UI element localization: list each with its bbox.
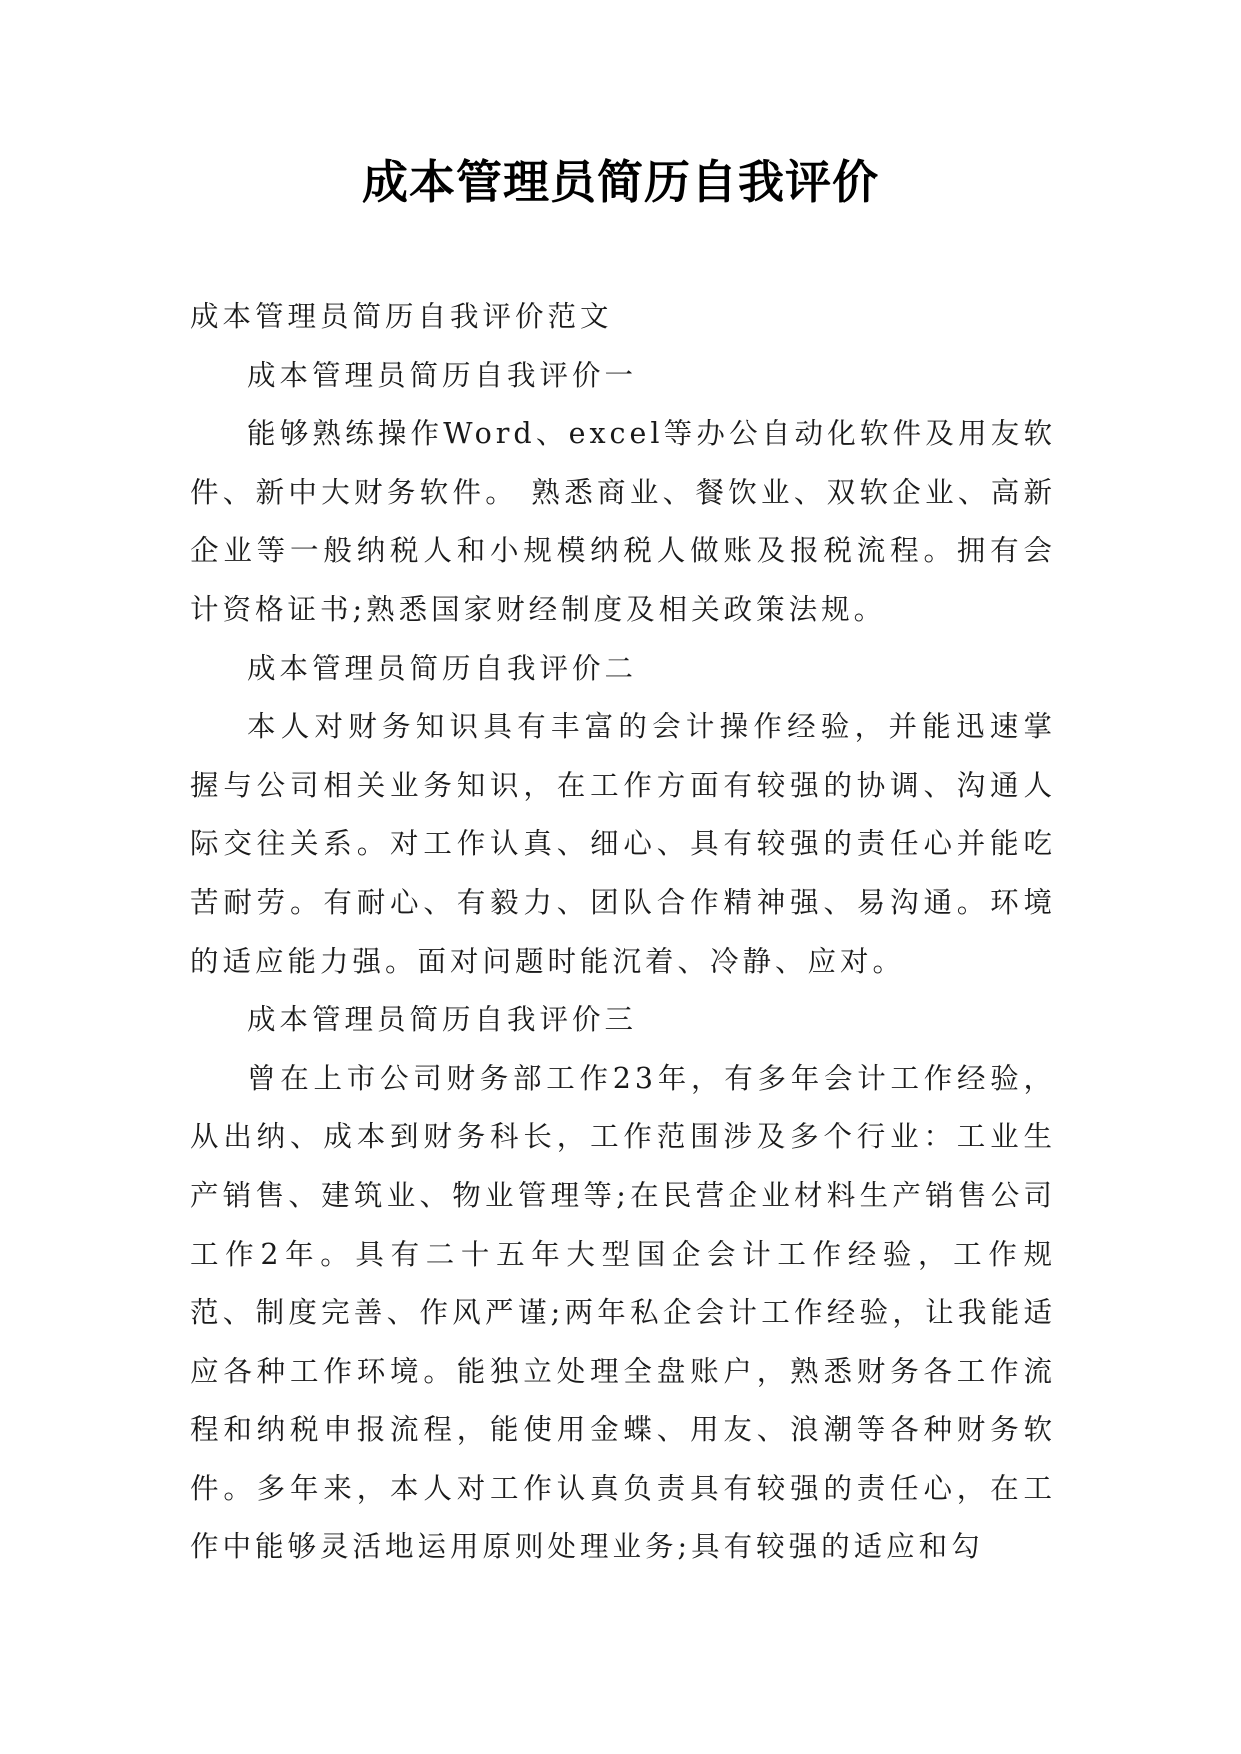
section-heading-3: 成本管理员简历自我评价三 [247,1003,638,1037]
section-paragraph-3: 曾在上市公司财务部工作23年，有多年会计工作经验，从出纳、成本到财务科长，工作范围涉及多个行业：工业生产销售、建筑业、物业管理等;在民营企业材料生产销售公司工作2年。具有二十五年大型国企会计工作经验，工作规范、制度完善、作风严谨;两年私企会计工作经验，让我能适应各种工作环境。能独立处理全盘账户，熟悉财务各工作流程和纳税申报流程，能使用金蝶、用友、浪潮等各种财务软件。多年来，本人对工作认真负责具有较强的责任心，在工作中能够灵活地运用原则处理业务;具有较强的适应和勾 [190,1061,1056,1564]
section-paragraph-2: 本人对财务知识具有丰富的会计操作经验，并能迅速掌握与公司相关业务知识，在工作方面有较强的协调、沟通人际交往关系。对工作认真、细心、具有较强的责任心并能吃苦耐劳。有耐心、有毅力、团队合作精神强、易沟通。环境的适应能力强。面对问题时能沉着、冷静、应对。 [190,710,1056,978]
document-title: 成本管理员简历自我评价 [362,155,879,209]
intro-line: 成本管理员简历自我评价范文 [190,300,613,333]
section-paragraph-1: 能够熟练操作Word、excel等办公自动化软件及用友软件、新中大财务软件。 熟悉商业、餐饮业、双软企业、高新企业等一般纳税人和小规模纳税人做账及报税流程。拥有会计资格证书;熟悉国家财经制度及相关政策法规。 [190,417,1056,626]
document-body [190,288,1056,1577]
section-heading-2: 成本管理员简历自我评价二 [247,651,638,685]
section-heading-1: 成本管理员简历自我评价一 [247,358,638,392]
